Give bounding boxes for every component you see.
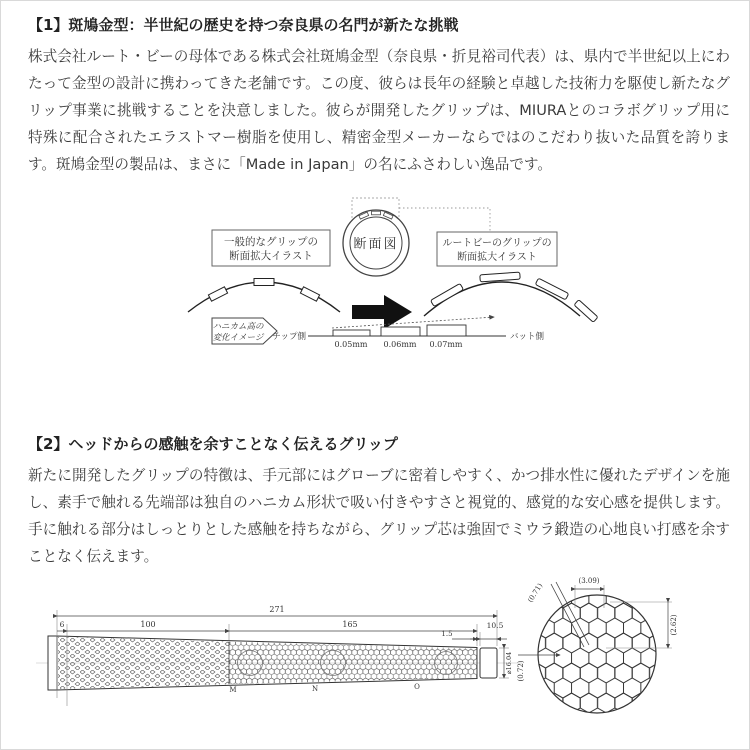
section2-body: 新たに開発したグリップの特徴は、手元部にはグローブに密着しやすく、かつ排水性に優れたデザインを施し、素手で触れる先端部は独自のハニカム形状で吸い付きやすさと視覚的、感覚的な安心感を提供します。手に触れる部分はしっとりとした感触を持ちながら、グリップ芯は強固でミウラ鍛造の心地良い打感を余すことなく伝えます。 bbox=[28, 467, 730, 565]
section-1 bbox=[28, 13, 730, 178]
marker-o: O bbox=[414, 683, 420, 691]
hex-pitch-label: (3.09) bbox=[578, 577, 600, 585]
banner-line1: ハニカム高の bbox=[212, 322, 264, 332]
section2-heading: 【2】ヘッドからの感触を余すことなく伝えるグリップ bbox=[28, 435, 398, 453]
butt-side-label: バット側 bbox=[510, 332, 545, 342]
marker-m: M bbox=[229, 686, 237, 694]
height-change-schematic bbox=[272, 317, 544, 349]
dim-butt-edge: 6 bbox=[59, 620, 65, 629]
dim-tip: 10.5 bbox=[486, 621, 504, 630]
honeycomb-cross-section bbox=[517, 577, 678, 713]
dim-front: 165 bbox=[342, 620, 358, 629]
rootb-grip-label-line1: ルートビーのグリップの bbox=[442, 238, 552, 249]
dotted-leader-line bbox=[399, 208, 490, 232]
cross-section-comparison-diagram bbox=[0, 190, 750, 365]
grip-technical-drawing bbox=[0, 558, 750, 750]
section1-body: 株式会社ルート・ビーの母体である株式会社斑鳩金型（奈良県・折見裕司代表）は、県内で半世紀以上にわたって金型の設計に携わってきた老舗です。この度、彼らは長年の経験と卓越した技術力を駆使し新たなグリップ事業に挑戦することを決意しました。彼らが開発したグリップは、MIURAとのコラボグリップ用に特殊に配合されたエラストマー樹脂を使用し、精密金型メーカーならではのこだわり抜いた品質を誇ります。斑鳩金型の製品は、まさに「Made in Japan」の名にふさわしい逸品です。 bbox=[28, 48, 730, 173]
generic-grip-label-line1: 一般的なグリップの bbox=[223, 236, 319, 248]
transition-arrow-icon bbox=[352, 295, 412, 329]
rootb-grip-label-line2: 断面拡大イラスト bbox=[457, 252, 537, 263]
generic-grip-label-line2: 断面拡大イラスト bbox=[229, 250, 313, 262]
cross-section-label: 断面図 bbox=[353, 237, 399, 252]
wall-diag-label: (0.71) bbox=[526, 581, 545, 604]
section1-heading: 【1】斑鳩金型：半世紀の歴史を持つ奈良県の名門が新たな挑戦 bbox=[28, 16, 459, 34]
dim-total: 271 bbox=[269, 605, 285, 614]
height-value-1: 0.05mm bbox=[334, 340, 368, 349]
tip-sleeve bbox=[480, 648, 497, 678]
dim-diameter: ⌀16.04 bbox=[505, 651, 513, 675]
dim-step: 1.5 bbox=[441, 630, 453, 638]
section-2 bbox=[28, 432, 730, 570]
butt-cap bbox=[48, 636, 57, 690]
tip-side-label: チップ側 bbox=[272, 332, 306, 342]
generic-grip-label-box bbox=[212, 230, 330, 266]
height-value-2: 0.06mm bbox=[383, 340, 417, 349]
marker-n: N bbox=[311, 685, 319, 693]
hex-height-label: (2.62) bbox=[670, 614, 678, 636]
dim-rear: 100 bbox=[140, 620, 156, 629]
honeycomb-height-banner bbox=[212, 318, 277, 344]
banner-line2: 変化イメージ bbox=[212, 333, 264, 343]
grip-side-view bbox=[48, 636, 497, 690]
cross-section-circle bbox=[343, 210, 409, 276]
generic-grip-arc-illustration bbox=[188, 279, 340, 313]
rootb-grip-label-box bbox=[437, 232, 557, 266]
height-value-3: 0.07mm bbox=[429, 340, 463, 349]
wall-left-label: (0.72) bbox=[517, 660, 525, 682]
rootb-grip-arc-illustration bbox=[424, 272, 598, 322]
